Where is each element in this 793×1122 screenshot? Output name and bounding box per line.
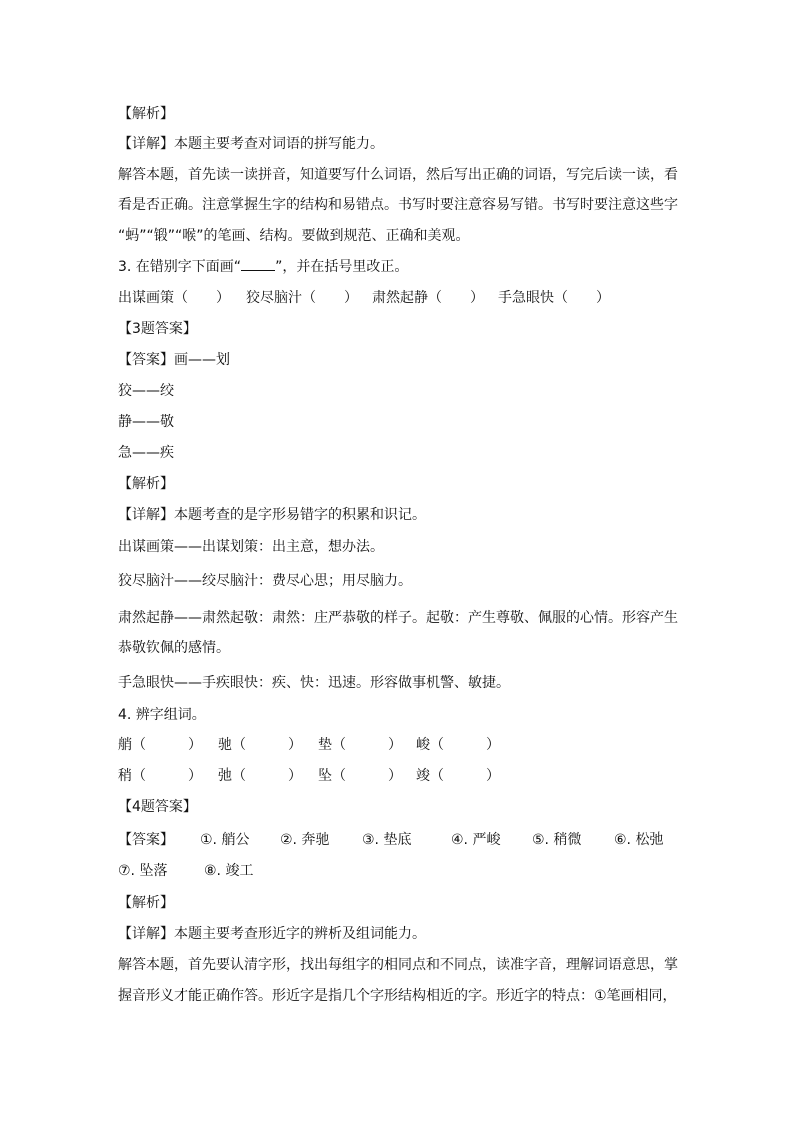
explanation-line: 恭敬钦佩的感情。 bbox=[118, 640, 230, 656]
answer-line: 狡——绞 bbox=[118, 383, 174, 399]
idiom-item: 肃然起静（ ） bbox=[372, 290, 484, 306]
answer-item: ⑦. 坠落 bbox=[118, 863, 168, 879]
answer-item: ⑧. 竣工 bbox=[204, 863, 254, 879]
answer-item: ③. 垫底 bbox=[362, 832, 412, 848]
char-item: 峻（ ） bbox=[416, 737, 500, 753]
char-item: 驰（ ） bbox=[218, 737, 302, 753]
detail-line: 【详解】本题主要考查对词语的拼写能力。 bbox=[118, 136, 384, 152]
explanation-line: 肃然起静——肃然起敬：肃然：庄严恭敬的样子。起敬：产生尊敬、佩服的心情。形容产生 bbox=[118, 610, 678, 626]
answer-item: ②. 奔驰 bbox=[280, 832, 330, 848]
answer-item: ⑤. 稍微 bbox=[532, 832, 582, 848]
idiom-item: 狡尽脑汁（ ） bbox=[246, 290, 358, 306]
idiom-item: 手急眼快（ ） bbox=[498, 290, 610, 306]
char-item: 弛（ ） bbox=[218, 768, 302, 784]
answer-label: 【答案】 bbox=[118, 832, 174, 848]
answer-item: ①. 艄公 bbox=[200, 832, 250, 848]
char-item: 竣（ ） bbox=[416, 768, 500, 784]
char-item: 坠（ ） bbox=[318, 768, 402, 784]
answer-line: 急——疾 bbox=[118, 445, 174, 461]
answer-3-heading: 【3题答案】 bbox=[118, 321, 197, 337]
answer-line: 静——敬 bbox=[118, 414, 174, 430]
analysis-heading: 【解析】 bbox=[118, 106, 174, 122]
explanation-line: 狡尽脑汁——绞尽脑汁：费尽心思；用尽脑力。 bbox=[118, 573, 412, 589]
question-3-prompt bbox=[118, 257, 408, 277]
paragraph-line: 解答本题，首先要认清字形，找出每组字的相同点和不同点，读准字音，理解词语意思，掌 bbox=[118, 957, 678, 973]
answer-item: ④. 严峻 bbox=[451, 832, 501, 848]
answer-line: 【答案】画——划 bbox=[118, 352, 230, 368]
answer-4-heading: 【4题答案】 bbox=[118, 799, 197, 815]
explanation-line: 出谋画策——出谋划策：出主意，想办法。 bbox=[118, 539, 384, 555]
char-item: 稍（ ） bbox=[118, 768, 202, 784]
idiom-item: 出谋画策（ ） bbox=[118, 290, 230, 306]
char-item: 艄（ ） bbox=[118, 737, 202, 753]
question-3-prompt-end: ”，并在括号里改正。 bbox=[275, 259, 409, 275]
paragraph-line: 握音形义才能正确作答。形近字是指几个字形结构相近的字。形近字的特点：①笔画相同， bbox=[118, 988, 677, 1004]
paragraph-line: 解答本题，首先读一读拼音，知道要写什么词语，然后写出正确的词语，写完后读一读，看 bbox=[118, 167, 678, 183]
paragraph-line: 看是否正确。注意掌握生字的结构和易错点。书写时要注意容易写错。书写时要注意这些字 bbox=[118, 197, 678, 213]
question-4-prompt: 4. 辨字组词。 bbox=[118, 707, 206, 723]
underline-blank bbox=[241, 258, 275, 271]
detail-line: 【详解】本题考查的是字形易错字的积累和识记。 bbox=[118, 507, 426, 523]
analysis-heading: 【解析】 bbox=[118, 476, 174, 492]
char-item: 垫（ ） bbox=[318, 737, 402, 753]
analysis-heading: 【解析】 bbox=[118, 895, 174, 911]
explanation-line: 手急眼快——手疾眼快：疾、快：迅速。形容做事机警、敏捷。 bbox=[118, 675, 510, 691]
question-3-prompt-start: 3. 在错别字下面画“ bbox=[118, 259, 242, 275]
detail-line: 【详解】本题主要考查形近字的辨析及组词能力。 bbox=[118, 926, 426, 942]
answer-item: ⑥. 松弛 bbox=[614, 832, 664, 848]
paragraph-line: “蚂”“锻”“喉”的笔画、结构。要做到规范、正确和美观。 bbox=[118, 228, 470, 244]
